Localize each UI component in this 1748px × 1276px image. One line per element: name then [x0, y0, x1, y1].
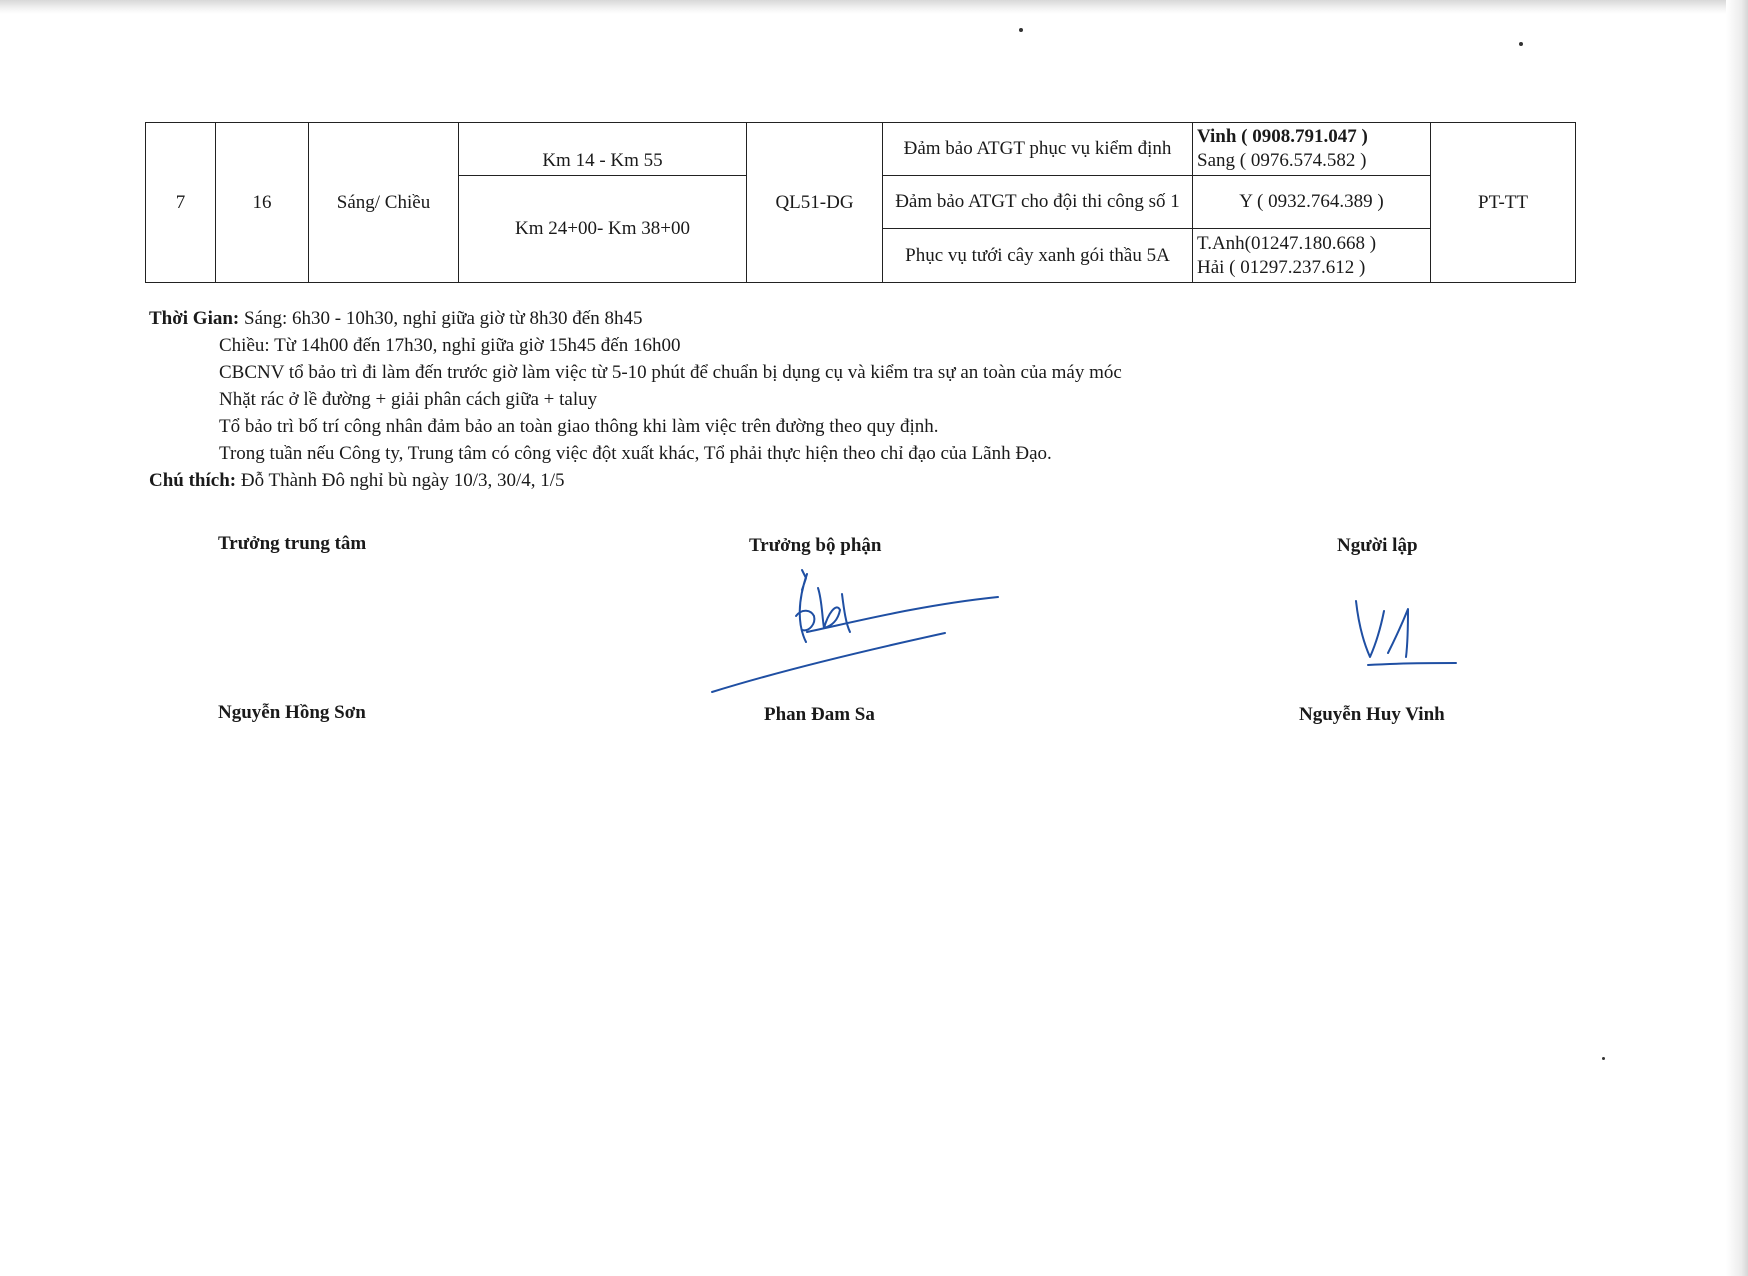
note-line: Nhặt rác ở lề đường + giải phân cách giữa + taluy — [219, 389, 598, 410]
dept-head-name: Phan Đam Sa — [764, 704, 875, 725]
contact-cell-3 — [1193, 229, 1431, 283]
scan-edge-top — [0, 0, 1748, 14]
remark-line — [149, 467, 1122, 494]
scan-speck — [1602, 1057, 1605, 1060]
center-head-name: Nguyễn Hồng Sơn — [218, 702, 366, 723]
contact-sang: Sang ( 0976.574.582 ) — [1197, 150, 1367, 171]
note-line: CBCNV tổ bảo trì đi làm đến trước giờ làm việc từ 5-10 phút để chuẩn bị dụng cụ và kiểm tra sự an toàn của máy móc — [219, 362, 1122, 383]
task-cell-2: Đảm bảo ATGT cho đội thi công số 1 — [883, 176, 1193, 229]
stt-cell: 7 — [146, 123, 216, 283]
time-morning: Sáng: 6h30 - 10h30, nghỉ giữa giờ từ 8h30 đến 8h45 — [244, 308, 643, 329]
task-cell-1: Đảm bảo ATGT phục vụ kiểm định — [883, 123, 1193, 176]
dept-head-signature — [710, 570, 1010, 700]
contact-hai: Hải ( 01297.237.612 ) — [1197, 256, 1366, 278]
remark-label: Chú thích: — [149, 470, 237, 491]
contact-cell-2: Y ( 0932.764.389 ) — [1193, 176, 1431, 229]
table-row — [146, 123, 1576, 176]
task-cell-3: Phục vụ tưới cây xanh gói thầu 5A — [883, 229, 1193, 283]
preparer-signature — [1350, 595, 1470, 670]
scan-edge-right — [1726, 0, 1748, 1276]
unit-cell: PT-TT — [1431, 123, 1576, 283]
contact-vinh: Vinh ( 0908.791.047 ) — [1197, 126, 1368, 147]
preparer-name: Nguyễn Huy Vinh — [1299, 704, 1445, 725]
note-line: Trong tuần nếu Công ty, Trung tâm có công việc đột xuất khác, Tổ phải thực hiện theo chỉ đạo của Lãnh Đạo. — [219, 443, 1052, 464]
km-range-1-cell: Km 14 - Km 55 — [459, 123, 747, 176]
route-cell: QL51-DG — [747, 123, 883, 283]
notes-block — [149, 305, 1122, 494]
note-line: Tổ bảo trì bố trí công nhân đảm bảo an toàn giao thông khi làm việc trên đường theo quy định. — [219, 416, 939, 437]
scan-speck — [1519, 42, 1523, 46]
km-range-2-cell: Km 24+00- Km 38+00 — [459, 176, 747, 283]
remark-text: Đỗ Thành Đô nghỉ bù ngày 10/3, 30/4, 1/5 — [240, 470, 565, 491]
preparer-title: Người lập — [1337, 535, 1418, 556]
schedule-table — [145, 122, 1576, 283]
center-head-title: Trưởng trung tâm — [218, 533, 367, 554]
scan-speck — [1019, 28, 1023, 32]
shift-cell: Sáng/ Chiều — [309, 123, 459, 283]
time-label: Thời Gian: — [149, 308, 240, 329]
dept-head-title: Trưởng bộ phận — [749, 535, 882, 556]
contact-cell-1 — [1193, 123, 1431, 176]
contact-tanh: T.Anh(01247.180.668 ) — [1197, 232, 1377, 254]
time-line — [149, 305, 1122, 332]
time-afternoon: Chiều: Từ 14h00 đến 17h30, nghỉ giữa giờ 15h45 đến 16h00 — [219, 335, 681, 356]
week-cell: 16 — [216, 123, 309, 283]
